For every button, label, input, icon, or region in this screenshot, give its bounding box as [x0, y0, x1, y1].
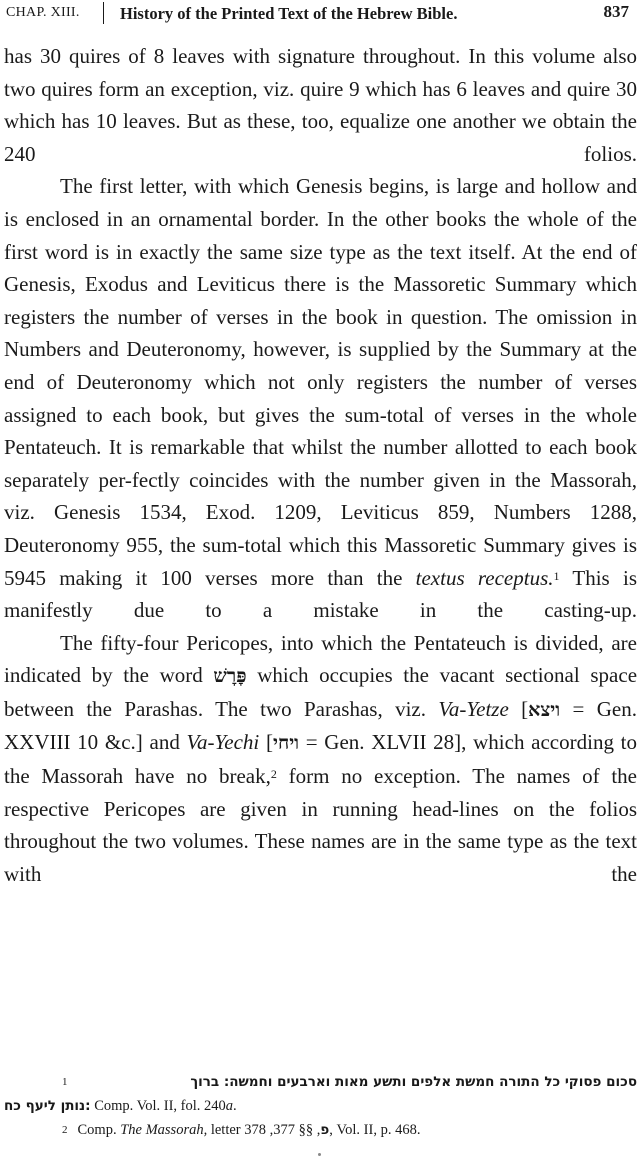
va-yechi: Va-Yechi — [186, 730, 260, 755]
footnote-1 — [4, 1070, 637, 1094]
footnote-1-reference: Comp. Vol. II, fol. 240 — [90, 1098, 226, 1114]
va-yetze: Va-Yetze — [438, 696, 509, 721]
footnote-ref-1[interactable]: 1 — [553, 568, 560, 583]
paragraph-3-text-d: = Gen. XXVIII 10 &c.] and — [4, 696, 637, 755]
paragraph-3 — [4, 627, 637, 891]
paragraph-2-tail: This is manifestly due to a mistake in the casting-up. — [4, 565, 637, 623]
print-mark — [318, 1153, 321, 1156]
textus-receptus: textus receptus. — [415, 565, 554, 590]
paragraph-3-text-e: [ — [259, 730, 273, 755]
header-divider — [103, 2, 104, 24]
paragraph-2 — [4, 170, 637, 626]
hebrew-word-vayetze: ויצא — [528, 698, 561, 721]
paragraph-3-text-g: form no exception. The names of the respective Pericopes are given in running head-lines on the folios throughout the two volumes. These names are in the same type as the text with the — [4, 764, 637, 886]
footnote-1-folio-side: a — [225, 1098, 234, 1114]
paragraph-3-text-a: The fifty-four Pericopes, into which the Pentateuch is divided, are indicated by the word — [4, 630, 637, 688]
paragraph-1: has 30 quires of 8 leaves with signature throughout. In this volume also two quires form an exception, viz. quire 9 which has 6 leaves and quire 30 which has 10 leaves. But as these, too, equalize one another we obtain the 240 folios. — [4, 44, 637, 166]
footnote-2 — [4, 1118, 637, 1142]
footnote-2-number: 2 — [62, 1124, 68, 1136]
footnote-ref-2[interactable]: 2 — [270, 767, 277, 782]
footnotes — [4, 1070, 637, 1142]
footnote-1-number: 1 — [62, 1076, 68, 1088]
footnote-2-text-a: Comp. — [77, 1122, 121, 1138]
footnote-1-hebrew: סכום פסוקי כל התורה חמשת אלפים ותשע מאות וארבעים וחמשה: ברוך — [190, 1074, 637, 1090]
paragraph-3-text-c: [ — [508, 696, 529, 721]
page-number: 837 — [603, 2, 629, 21]
footnote-1-continued — [4, 1094, 637, 1118]
chapter-label: CHAP. XIII. — [6, 5, 80, 20]
footnote-2-title: The Massorah, — [120, 1122, 208, 1138]
paragraph-3-text-b: which occupies the vacant sectional space between the Parashas. The two Parashas, viz. — [4, 663, 638, 721]
footnote-1-end: . — [233, 1098, 237, 1114]
hebrew-word-vayechi: ויחי — [272, 732, 300, 755]
body-text — [4, 40, 637, 890]
footnote-2-text-b: letter — [207, 1122, 245, 1138]
footnote-2-hebrew-letter: פ — [320, 1122, 330, 1138]
hebrew-word-parash: פׇּרׇשׁ — [213, 665, 247, 688]
paragraph-2-text: The first letter, with which Genesis begins, is large and hollow and is enclosed in an ornamental border. In the other books the whole of the first word is in exactly the same size type as the text itself. At the end of Genesis, Exodus and Leviticus there is the Massoretic Summary which registers the number of verses in the book in question. The omission in Numbers and Deuteronomy, however, is supplied by the Summary at the end of Deuteronomy which not only registers the number of verses assigned to each book, but gives the sum-total of verses in the whole Pentateuch. It is remarkable that whilst the number allotted to each book separately per-fectly coincides with the number given in the Massorah, viz. Genesis 1534, Exod. 1209, Leviticus 859, Numbers 1288, Deuteronomy 955, the sum-total which this Massoretic Summary gives is 5945 making it 100 verses more than the — [4, 174, 637, 590]
running-title: History of the Printed Text of the Hebrew Bible. — [120, 4, 458, 23]
footnote-2-text-c: , §§ 377, 378, Vol. II, p. 468. — [244, 1122, 421, 1138]
footnote-1-hebrew-2: נותן ליעף כח: — [4, 1098, 91, 1114]
paragraph-3-text-f: = Gen. XLVII 28], which according to the Massorah have no break, — [4, 730, 637, 789]
running-head — [4, 0, 637, 30]
